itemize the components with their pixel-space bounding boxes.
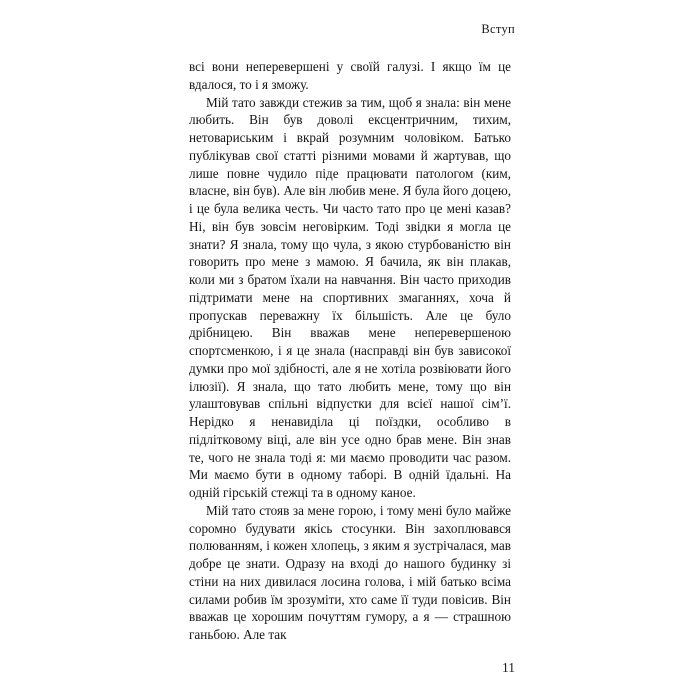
paragraph: Мій тато стояв за мене горою, і тому мені було майже соромно будувати якісь стосунки. Він захоплювався полюванням, і кожен хлопець, з яким я зустрічалася, мав добре це знати. Одразу на вході до нашого будинку зі стіни на них дивилася лосина голова, і мій батько всіма силами робив їм зрозуміти, хто саме її туди повісив. Він вважав це хорошим почуттям гумору, а я — страшною ганьбою. Але так [189, 502, 511, 642]
body-text [189, 58, 511, 644]
running-head: Вступ [481, 22, 515, 36]
paragraph: всі вони неперевершені у своїй галузі. І якщо їм це вдалося, то і я зможу. [189, 59, 511, 92]
paragraph: Мій тато завжди стежив за тим, щоб я знала: він мене любить. Він був доволі ексцентричним, тихим, нетовариським і вкрай розумним чоловіком. Батько публікував свої статті різними мовами й жартував, що лише повне чудило піде працювати патологом (ким, власне, він був). Але він любив мене. Я була його доцею, і це була велика честь. Чи часто тато про це мені казав? Ні, він був зовсім неговірким. Тоді звідки я могла це знати? Я знала, тому що чула, з якою стурбованістю він говорить про мене з мамою. Я бачила, як він плакав, коли ми з братом їхали на навчання. Він часто приходив підтримати мене на спортивних змаганнях, хоча й пропускав переважну їх більшість. Але це було дрібницею. Він вважав мене неперевершеною спортсменкою, і я це знала (насправді він був зависокої думки про мої здібності, але я не хотіла розвіювати його ілюзії). Я знала, що тато любить мене, тому що він улаштовував спільні відпустки для всієї нашої сім’ї. Нерідко я ненавиділа ці поїздки, особливо в підлітковому віці, але він усе одно брав мене. Він знав те, чого не знала тоді я: ми маємо проводити час разом. Ми маємо бути в одному таборі. В одній їдальні. На одній гірській стежці та в одному каное. [189, 94, 511, 500]
page-number: 11 [502, 660, 515, 675]
